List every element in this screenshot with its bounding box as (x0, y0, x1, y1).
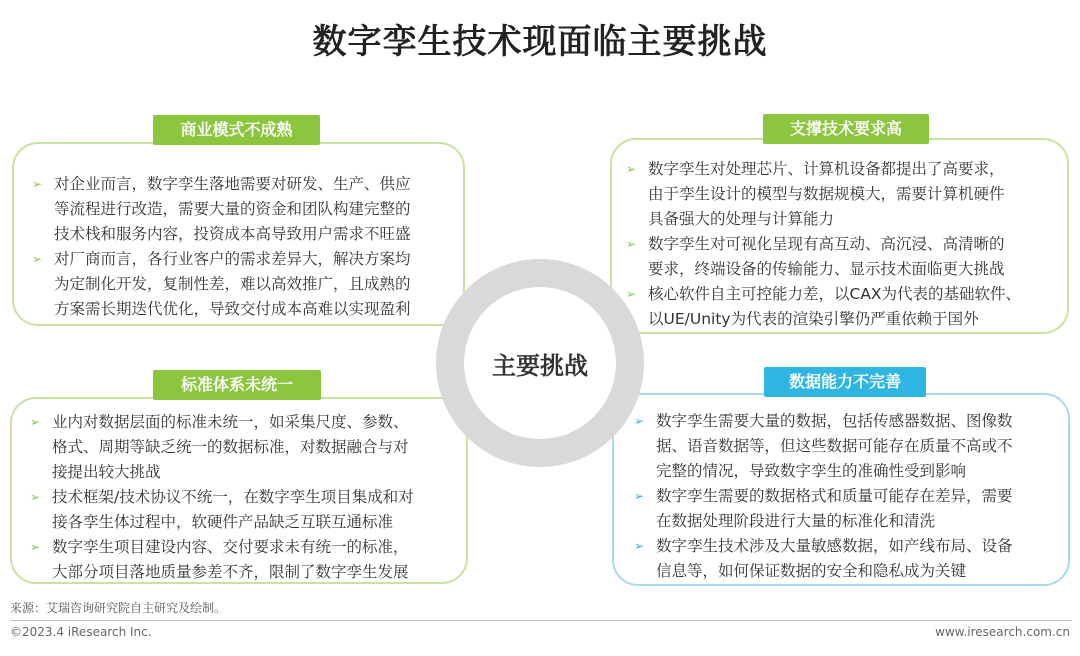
arrow-bullet-icon: ➢ (626, 287, 637, 301)
text-line: 技术栈和服务内容，投资成本高导致用户需求不旺盛 (54, 225, 411, 243)
text-line: 数字孪生对处理芯片、计算机设备都提出了高要求， (648, 160, 1005, 178)
text-line: 技术框架/技术协议不统一，在数字孪生项目集成和对 (52, 488, 414, 506)
arrow-bullet-icon: ➢ (30, 490, 41, 504)
footer-divider (10, 620, 1072, 621)
text-line: 据、语音数据等，但这些数据可能存在质量不高或不 (656, 437, 1013, 455)
text-line: 数字孪生对可视化呈现有高互动、高沉浸、高清晰的 (648, 235, 1005, 253)
arrow-bullet-icon: ➢ (626, 162, 637, 176)
arrow-bullet-icon: ➢ (634, 414, 645, 428)
text-line: 数字孪生项目建设内容、交付要求未有统一的标准， (52, 538, 409, 556)
text-line: 具备强大的处理与计算能力 (648, 210, 835, 228)
text-line: 由于孪生设计的模型与数据规模大，需要计算机硬件 (648, 185, 1005, 203)
copyright: ©2023.4 iResearch Inc. (10, 625, 152, 639)
list-item (634, 534, 1068, 584)
text-line: 对厂商而言，各行业客户的需求差异大，解决方案均 (54, 250, 411, 268)
bullet-list (30, 410, 464, 585)
arrow-bullet-icon: ➢ (30, 540, 41, 554)
label-tech-requirements: 支撑技术要求高 (763, 114, 929, 144)
list-item (32, 247, 460, 322)
list-item (626, 282, 1066, 332)
bullet-list (626, 157, 1066, 332)
label-standards: 标准体系未统一 (153, 370, 321, 400)
center-label (464, 287, 616, 439)
text-line: 接提出较大挑战 (52, 463, 161, 481)
text-line: 完整的情况，导致数字孪生的准确性受到影响 (656, 462, 967, 480)
center-text: 主要挑战 (492, 351, 588, 380)
panel-standards (10, 397, 468, 584)
panel-business-model (12, 142, 465, 326)
label-business-model: 商业模式不成熟 (153, 115, 320, 145)
arrow-bullet-icon: ➢ (32, 252, 43, 266)
arrow-bullet-icon: ➢ (32, 177, 43, 191)
page-title: 数字孪生技术现面临主要挑战 (312, 22, 768, 62)
list-item (30, 410, 464, 485)
text-line: 对企业而言，数字孪生落地需要对研发、生产、供应 (54, 175, 411, 193)
arrow-bullet-icon: ➢ (626, 237, 637, 251)
text-line: 在数据处理阶段进行大量的标准化和清洗 (656, 512, 936, 530)
text-line: 格式、周期等缺乏统一的数据标准，对数据融合与对 (52, 438, 409, 456)
panel-data-capability (612, 393, 1070, 586)
list-item (634, 484, 1068, 534)
text-line: 数字孪生需要大量的数据，包括传感器数据、图像数 (656, 412, 1013, 430)
panel-tech-requirements (610, 138, 1069, 334)
text-line: 方案需长期迭代优化，导致交付成本高难以实现盈利 (54, 300, 411, 318)
website: www.iresearch.com.cn (935, 625, 1070, 639)
list-item (32, 172, 460, 247)
list-item (626, 232, 1066, 282)
text-line: 大部分项目落地质量参差不齐，限制了数字孪生发展 (52, 563, 409, 581)
text-line: 接各孪生体过程中，软硬件产品缺乏互联互通标准 (52, 513, 394, 531)
list-item (634, 409, 1068, 484)
source-note: 来源：艾瑞咨询研究院自主研究及绘制。 (10, 601, 227, 615)
bullet-list (634, 409, 1068, 584)
bullet-list (32, 172, 460, 322)
text-line: 为定制化开发，复制性差，难以高效推广，且成熟的 (54, 275, 411, 293)
list-item (626, 157, 1066, 232)
text-line: 数字孪生技术涉及大量敏感数据，如产线布局、设备 (656, 537, 1013, 555)
text-line: 数字孪生需要的数据格式和质量可能存在差异，需要 (656, 487, 1013, 505)
arrow-bullet-icon: ➢ (634, 539, 645, 553)
list-item (30, 485, 464, 535)
text-line: 业内对数据层面的标准未统一，如采集尺度、参数、 (52, 413, 409, 431)
text-line: 核心软件自主可控能力差，以CAX为代表的基础软件、 (648, 285, 1022, 303)
arrow-bullet-icon: ➢ (30, 415, 41, 429)
text-line: 信息等，如何保证数据的安全和隐私成为关键 (656, 562, 967, 580)
arrow-bullet-icon: ➢ (634, 489, 645, 503)
list-item (30, 535, 464, 585)
text-line: 等流程进行改造，需要大量的资金和团队构建完整的 (54, 200, 411, 218)
text-line: 以UE/Unity为代表的渲染引擎仍严重依赖于国外 (648, 310, 979, 328)
label-data-capability: 数据能力不完善 (764, 367, 926, 397)
text-line: 要求，终端设备的传输能力、显示技术面临更大挑战 (648, 260, 1005, 278)
